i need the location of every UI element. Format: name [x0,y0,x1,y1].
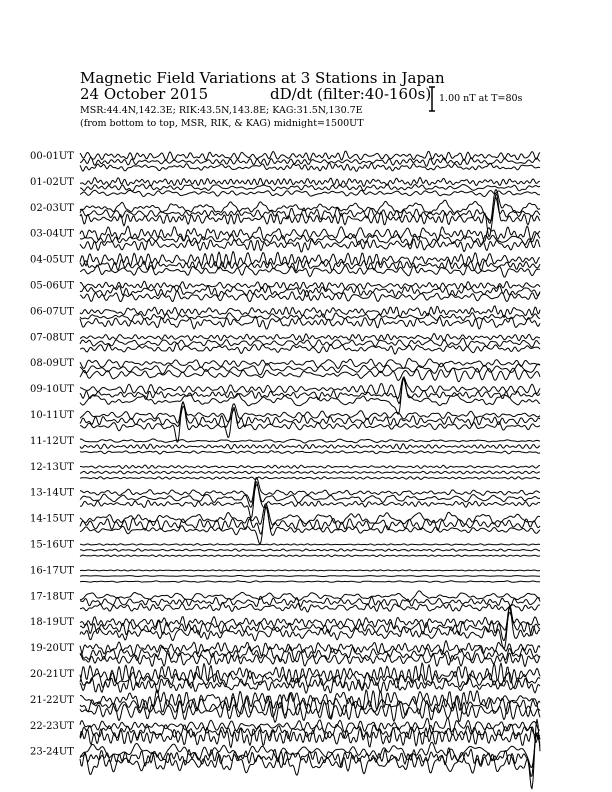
trace-msr [80,239,540,252]
trace-msr [80,507,540,544]
trace-rik [80,338,540,347]
hour-label: 11-12UT [30,435,74,447]
trace-msr [80,477,540,480]
trace-kag [80,306,540,318]
hour-label: 09-10UT [30,384,74,396]
hour-label: 00-01UT [30,151,74,162]
hour-label: 13-14UT [30,487,74,499]
trace-msr [80,402,540,443]
trace-rik [80,184,540,191]
station-coordinates: MSR:44.4N,142.3E; RIK:43.5N,143.8E; KAG:31.5N,130.7E [80,105,363,116]
chart-title: Magnetic Field Variations at 3 Stations in Japan [80,69,445,87]
hour-label: 10-11UT [30,410,74,421]
trace-kag [80,439,540,443]
hour-label: 03-04UT [30,228,74,240]
hour-label: 14-15UT [30,513,74,525]
hour-label: 20-21UT [30,669,74,680]
trace-rik [80,576,540,577]
station-order-note: (from bottom to top, MSR, RIK, & KAG) midnight=1500UT [80,117,364,129]
trace-rik [80,471,540,474]
trace-kag [80,189,540,223]
hour-label: 15-16UT [30,539,74,551]
trace-msr [80,482,540,519]
hour-label: 17-18UT [30,591,74,603]
trace-kag [80,333,540,341]
trace-msr [80,650,540,667]
trace-kag [80,151,540,160]
trace-rik [80,596,540,606]
hour-label: 21-22UT [30,694,74,706]
trace-msr [80,451,540,454]
trace-kag [80,544,540,546]
trace-kag [80,570,540,571]
scale-label: 1.00 nT at T=80s [439,93,523,104]
trace-kag [80,177,540,186]
hour-label: 16-17UT [30,565,74,577]
trace-msr [80,290,540,301]
hour-label: 05-06UT [30,280,74,292]
hour-label: 01-02UT [30,176,74,188]
chart-date: 24 October 2015 [80,85,209,103]
trace-kag [80,377,540,398]
hour-label: 04-05UT [30,254,74,266]
trace-kag [80,718,540,735]
hour-label: 12-13UT [30,461,74,473]
hour-label: 06-07UT [30,306,74,318]
trace-kag [80,465,540,468]
trace-msr [80,194,540,237]
hour-label: 23-24UT [30,746,74,758]
trace-rik [80,549,540,552]
hour-label: 08-09UT [30,358,74,370]
trace-rik [80,313,540,321]
trace-msr [80,678,540,694]
filter-label: dD/dt (filter:40-160s) [270,85,432,103]
trace-msr [80,316,540,329]
hour-label: 19-20UT [30,643,74,655]
trace-msr [80,343,540,354]
trace-rik [80,444,540,450]
hour-label: 02-03UT [30,202,74,214]
hour-label: 07-08UT [30,332,74,344]
trace-msr [80,190,540,196]
trace-msr [80,555,540,557]
trace-kag [80,591,540,602]
trace-msr [80,603,540,613]
hour-label: 18-19UT [30,617,74,629]
trace-msr [80,377,540,415]
trace-msr [80,368,540,382]
trace-msr [80,581,540,583]
trace-rik [80,612,540,640]
hour-label: 22-23UT [30,720,74,732]
trace-msr [80,163,540,172]
